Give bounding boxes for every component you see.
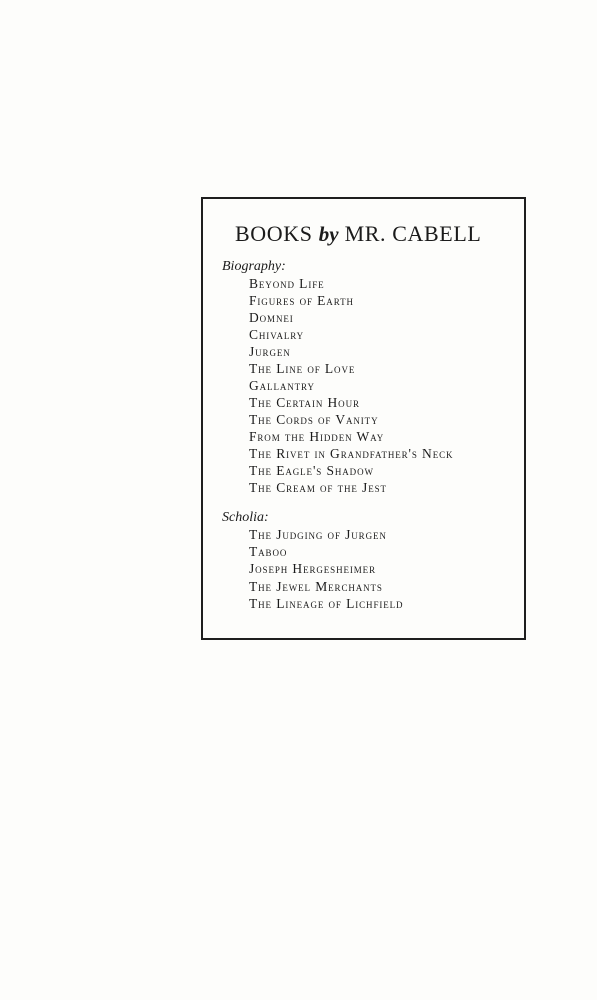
- scholia-title: The Jewel Merchants: [249, 578, 383, 594]
- scholia-title: The Lineage of Lichfield: [249, 595, 404, 611]
- biography-title: The Eagle's Shadow: [249, 463, 374, 478]
- scholia-list: [203, 526, 524, 612]
- biography-title: The Cream of the Jest: [249, 480, 387, 495]
- biography-title: Chivalry: [249, 327, 305, 342]
- biography-list: [203, 275, 524, 496]
- biography-title: Domnei: [249, 310, 294, 325]
- biography-title: The Cords of Vanity: [249, 412, 379, 427]
- biography-title: From the Hidden Way: [249, 429, 385, 444]
- biography-title: Beyond Life: [249, 276, 325, 291]
- biography-title: The Rivet in Grandfather's Neck: [249, 446, 454, 461]
- biography-title: The Line of Love: [249, 361, 356, 376]
- biography-title: Figures of Earth: [249, 293, 354, 308]
- title-by: by: [318, 222, 339, 246]
- scholia-title: The Judging of Jurgen: [249, 527, 387, 542]
- scholia-title: Taboo: [249, 544, 288, 560]
- title-author: MR. CABELL: [344, 221, 482, 246]
- scholia-title: Joseph Hergesheimer: [249, 561, 376, 577]
- biography-heading: Biography:: [222, 259, 286, 274]
- box-title: [235, 219, 524, 249]
- scholia-heading: Scholia:: [222, 510, 269, 525]
- title-books: BOOKS: [235, 221, 313, 246]
- books-list-box: [201, 197, 526, 640]
- biography-title: The Certain Hour: [249, 395, 360, 410]
- biography-title: Jurgen: [249, 344, 291, 359]
- biography-title: Gallantry: [249, 378, 315, 393]
